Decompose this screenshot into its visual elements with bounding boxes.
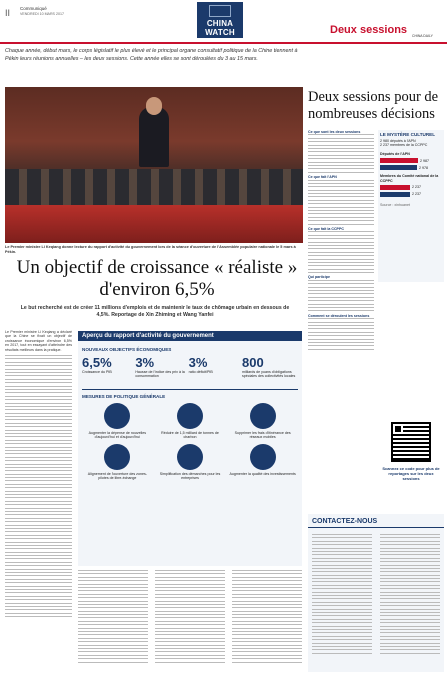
goals-title: NOUVEAUX OBJECTIFS ÉCONOMIQUES: [82, 347, 172, 352]
measure-item: [84, 444, 151, 481]
goal-cpi: [135, 355, 185, 379]
measure-icon: [104, 403, 130, 429]
logo-text: CHINA WATCH: [205, 19, 235, 37]
infobox: [378, 130, 444, 282]
section-heading: Qui participe: [308, 275, 330, 280]
header-rule: [0, 42, 447, 44]
goal-label: Hausse de l'indice des prix à la consommation: [135, 370, 185, 379]
china-watch-logo: [197, 2, 243, 38]
bar-value: 2 237: [412, 192, 421, 197]
premier-photo: [5, 87, 303, 243]
qr-code[interactable]: [393, 424, 429, 460]
qr-caption: Scannez ce code pour plus de reportages sur les deux sessions: [382, 466, 440, 481]
section-label: Communiqué: [20, 6, 47, 11]
right-title: Deux sessions pour de nombreuses décisions: [308, 89, 439, 122]
bar-value: 2 987: [420, 158, 429, 163]
infobox-title: LE MYSTÈRE CULTUREL: [380, 132, 436, 137]
measure-icon: [250, 403, 276, 429]
goal-label: ratio déficit/PIB: [188, 370, 213, 374]
body-text-lines: [308, 280, 374, 312]
goal-value: 800: [241, 355, 264, 370]
measure-item: [229, 403, 296, 440]
goal-gdp: [82, 355, 132, 379]
body-text-lines: [5, 355, 72, 617]
main-title: Un objectif de croissance « réaliste » d'environ 6,5%: [16, 257, 298, 300]
body-text-lines: [308, 318, 374, 350]
measure-label: Augmenter la dépense de nouvelles d'aujourd'hui et d'aujourd'hui: [88, 430, 146, 440]
overview-box: [78, 331, 302, 566]
article-column-3: [155, 570, 225, 665]
bar-row: [380, 192, 442, 197]
article-column-2: [78, 570, 148, 665]
measure-label: Réduire de 1,5 milliard de tonnes de charbon: [161, 430, 219, 440]
measure-item: [157, 403, 224, 440]
measure-item: [229, 444, 296, 481]
body-text-lines: [308, 134, 374, 172]
bar-value: 2 237: [412, 185, 421, 190]
speaker-head: [146, 97, 162, 115]
main-subtitle: Le but recherché est de créer 11 millions d'emplois et de maintenir le taux de chômage urbain en dessous de 4,5%. Reportage de Xin Zhiming et Wang Yanfei: [20, 305, 290, 318]
audience-row: [5, 169, 303, 205]
podium-flowers: [5, 205, 303, 243]
measure-icon: [177, 403, 203, 429]
contacts-column-right: [380, 534, 440, 656]
infobox-source: Source : xinhuanet: [380, 203, 410, 208]
measure-item: [157, 444, 224, 481]
goals-row: [78, 355, 302, 379]
infobox-item: 2 237 membres de la CCPPC: [380, 143, 428, 148]
qr-finder: [393, 424, 403, 434]
measure-icon: [104, 444, 130, 470]
bar: [380, 158, 418, 163]
infobox-item: 2 980 députés à l'APN: [380, 139, 416, 143]
intro-text: Chaque année, début mars, le corps législatif le plus élevé et le principal organe consultatif politique de la Chine tiennent à Pékin leurs réunions annuelles – les deux sessions. Cette année elles se sont déroulées du 3 au 15 mars.: [5, 48, 298, 62]
page-number: II: [5, 8, 11, 18]
deux-sessions-brand: Deux sessions: [330, 24, 408, 36]
measures-title: MESURES DE POLITIQUE GÉNÉRALE: [82, 389, 298, 399]
photo-caption: Le Premier ministre Li Keqiang donne lecture du rapport d'activité du gouvernement lors de la séance d'ouverture de l'Assemblée populaire nationale le 5 mars à Pékin.: [5, 245, 296, 254]
section-heading: Ce que fait l'APN: [308, 175, 337, 180]
article-column-4: [232, 570, 302, 665]
chart-label: Membres du Comité national de la CCPPC: [380, 174, 439, 183]
measure-item: [84, 403, 151, 440]
goal-bonds: [242, 355, 298, 379]
goal-value: 3%: [188, 355, 208, 370]
bar-row: [380, 165, 442, 170]
measure-label: Alignement de l'ouverture des zones-pilotes de libre-échange: [87, 471, 147, 481]
china-daily-tag: CHINA DAILY: [412, 34, 433, 38]
overview-header: Aperçu du rapport d'activité du gouvernement: [78, 331, 302, 341]
measure-icon: [250, 444, 276, 470]
goal-label: milliards de yuans d'obligations spéciales des collectivités locales: [241, 370, 296, 379]
body-text-lines: [308, 231, 374, 273]
bar: [380, 165, 417, 170]
bar-row: [380, 185, 442, 190]
goal-label: Croissance du PIB: [82, 370, 112, 374]
right-column-left: [308, 130, 374, 352]
issue-date: VENDREDI 10 MARS 2017: [20, 12, 64, 16]
contacts-box: [308, 514, 444, 672]
section-heading: Ce que fait la CCPPC: [308, 226, 344, 231]
bar: [380, 185, 410, 190]
header: [0, 0, 447, 44]
article-column-1: [5, 330, 72, 670]
contacts-column-left: [312, 534, 372, 656]
bar: [380, 192, 410, 197]
measure-icon: [177, 444, 203, 470]
goal-value: 6,5%: [82, 355, 112, 370]
chart-label: Députés de l'APN: [380, 151, 410, 156]
bar-row: [380, 158, 442, 163]
bar-value: 2 978: [419, 165, 428, 170]
lead-paragraph: Le Premier ministre Li Keqiang a déclaré que la Chine se fixait un objectif de croissance économique d'environ 6,5% en 2017, tout en essayant d'atteindre des résultats meilleurs dans la pratique.: [5, 330, 72, 352]
measure-label: Simplification des démarches pour les entreprises: [159, 471, 221, 481]
contacts-title: CONTACTEZ-NOUS: [308, 514, 444, 528]
measure-label: Supprimer les frais d'itinérance des réseaux mobiles: [234, 430, 291, 440]
section-heading: Ce que sont les deux sessions: [308, 130, 361, 134]
section-heading: Comment se déroulent les sessions: [308, 313, 370, 318]
measures-grid: [78, 403, 302, 481]
speaker-figure: [139, 107, 169, 167]
goal-value: 3%: [135, 355, 155, 370]
body-text-lines: [308, 180, 374, 225]
measure-label: Augmenter la qualité des investissements: [229, 471, 296, 476]
goal-deficit: [189, 355, 239, 379]
logo-decoration: [209, 5, 231, 17]
